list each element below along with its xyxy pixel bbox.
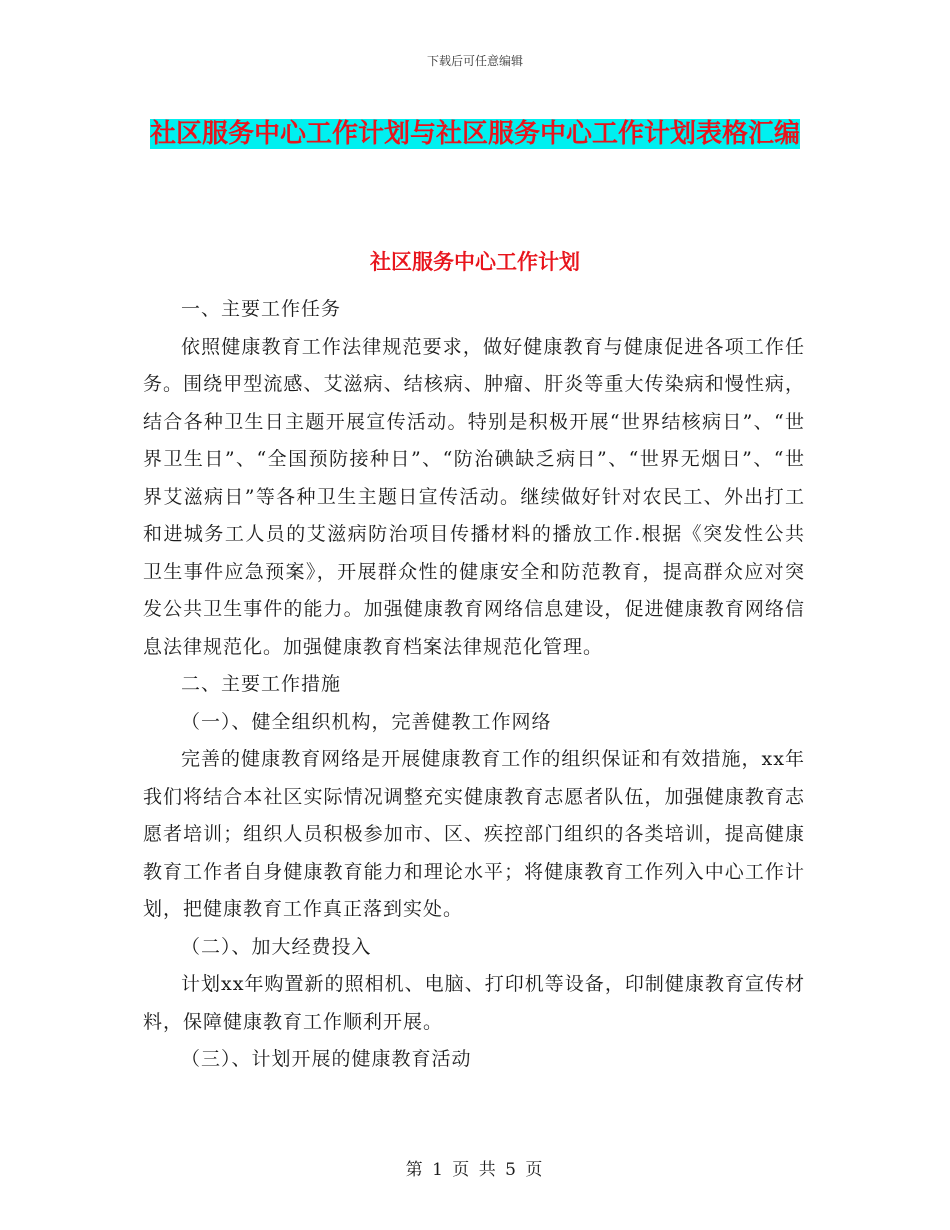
paragraph-tasks: 依照健康教育工作法律规范要求，做好健康教育与健康促进各项工作任务。围绕甲型流感、艾滋病、结核病、肿瘤、肝炎等重大传染病和慢性病，结合各种卫生日主题开展宣传活动。特别是积极开展“世界结核病日”、“世界卫生日”、“全国预防接种日”、“防治碘缺乏病日”、“世界无烟日”、“世界艾滋病日”等各种卫生主题日宣传活动。继续做好针对农民工、外出打工和进城务工人员的艾滋病防治项目传播材料的播放工作.根据《突发性公共卫生事件应急预案》，开展群众性的健康安全和防范教育，提高群众应对突发公共卫生事件的能力。加强健康教育网络信息建设，促进健康教育网络信息法律规范化。加强健康教育档案法律规范化管理。 xyxy=(143,335,805,658)
page-header-note: 下载后可任意编辑 xyxy=(426,54,523,68)
paragraph-organization: 完善的健康教育网络是开展健康教育工作的组织保证和有效措施，xx年我们将结合本社区实际情况调整充实健康教育志愿者队伍，加强健康教育志愿者培训；组织人员积极参加市、区、疾控部门组织的各类培训，提高健康教育工作者自身健康教育能力和理论水平；将健康教育工作列入中心工作计划，把健康教育工作真正落到实处。 xyxy=(143,748,805,920)
subheading-activities: （三）、计划开展的健康教育活动 xyxy=(181,1048,472,1070)
document-title-text: 社区服务中心工作计划与社区服务中心工作计划表格汇编 xyxy=(149,119,800,149)
document-title xyxy=(140,110,810,158)
paragraph-funding: 计划xx年购置新的照相机、电脑、打印机等设备，印制健康教育宣传材料，保障健康教育工作顺利开展。 xyxy=(143,973,805,1033)
subheading-funding: （二）、加大经费投入 xyxy=(181,935,372,958)
section-title: 社区服务中心工作计划 xyxy=(370,250,580,274)
subheading-organization: （一）、健全组织机构，完善健教工作网络 xyxy=(181,710,552,733)
heading-main-tasks: 一、主要工作任务 xyxy=(181,298,342,320)
page-number-footer: 第 1 页 共 5 页 xyxy=(405,1160,545,1180)
document-body xyxy=(143,291,805,1079)
heading-main-measures: 二、主要工作措施 xyxy=(181,673,342,695)
